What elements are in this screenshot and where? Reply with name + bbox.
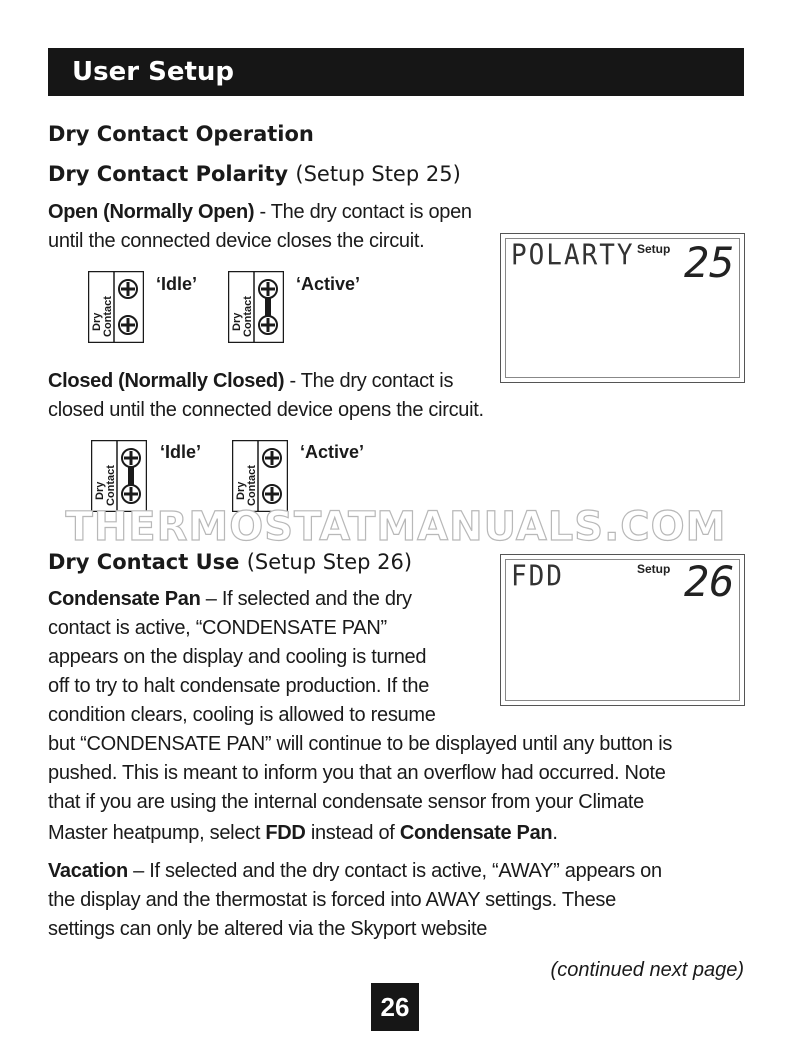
contact-label-contact: Contact <box>105 465 117 506</box>
dry-contact-closed-idle-icon <box>91 440 147 512</box>
idle-label-1: ‘Idle’ <box>156 274 198 294</box>
condensate-term: Condensate Pan <box>48 588 201 610</box>
section-heading: Dry Contact Operation <box>48 122 314 146</box>
contact-label-dry: Dry <box>91 312 103 331</box>
closed-paragraph <box>48 367 484 425</box>
vacation-line-3: settings can only be altered via the Skyport website <box>48 918 488 940</box>
continued-note: (continued next page) <box>550 959 744 981</box>
idle-label-2: ‘Idle’ <box>160 442 202 462</box>
vacation-term: Vacation <box>48 860 128 882</box>
closed-text-2: closed until the connected device opens the circuit. <box>48 399 484 421</box>
open-text-1: - The dry contact is open <box>254 201 472 223</box>
dry-contact-open-idle-icon <box>88 271 144 343</box>
condensate-line-6: pushed. This is meant to inform you that an overflow had occurred. Note <box>48 762 666 784</box>
dry-contact-diagram-open-active <box>228 271 284 348</box>
contact-label-dry: Dry <box>94 481 106 500</box>
closed-term: Closed (Normally Closed) <box>48 370 285 392</box>
vacation-paragraph <box>48 857 662 944</box>
lcd-step-number: 26 <box>684 557 735 606</box>
condensate-line-1: contact is active, “CONDENSATE PAN” <box>48 617 387 639</box>
vacation-line-1: – If selected and the dry contact is active, “AWAY” appears on <box>127 860 662 882</box>
lcd-display-polarity <box>500 233 745 383</box>
condensate-pan-term: Condensate Pan <box>399 822 553 844</box>
open-term: Open (Normally Open) <box>48 201 255 223</box>
header-bar <box>48 48 744 96</box>
active-label-1: ‘Active’ <box>296 274 361 294</box>
contact-label-contact: Contact <box>242 296 254 337</box>
lcd-setup-label: Setup <box>637 562 671 576</box>
fdd-term: FDD <box>265 822 306 844</box>
open-text-2: until the connected device closes the circuit. <box>48 230 425 252</box>
watermark: THERMOSTATMANUALS.COM <box>65 504 727 550</box>
condensate-last-mid: instead of <box>305 822 400 844</box>
lcd-setup-label: Setup <box>637 242 671 256</box>
use-step: (Setup Step 26) <box>246 550 413 574</box>
condensate-line-2: appears on the display and cooling is turned <box>48 646 427 668</box>
polarity-step: (Setup Step 25) <box>295 162 461 186</box>
dry-contact-open-active-icon <box>228 271 284 343</box>
page-title: User Setup <box>72 57 235 87</box>
contact-label-contact: Contact <box>102 296 114 337</box>
condensate-last-end: . <box>552 822 558 844</box>
condensate-line-3: off to try to halt condensate production. If the <box>48 675 430 697</box>
dry-contact-diagram-open-idle <box>88 271 144 348</box>
condensate-line-7: that if you are using the internal condensate sensor from your Climate <box>48 791 644 813</box>
condensate-line-4: condition clears, cooling is allowed to resume <box>48 704 436 726</box>
active-label-2: ‘Active’ <box>300 442 365 462</box>
use-heading <box>48 549 412 575</box>
dry-contact-closed-active-icon <box>232 440 288 512</box>
lcd-step-number: 25 <box>684 238 735 287</box>
page-number: 26 <box>371 983 419 1031</box>
contact-label-contact: Contact <box>246 465 258 506</box>
condensate-paragraph <box>48 585 672 848</box>
polarity-heading <box>48 161 461 187</box>
condensate-last-pre: Master heatpump, select <box>48 822 266 844</box>
contact-label-dry: Dry <box>231 312 243 331</box>
closed-text-1: - The dry contact is <box>284 370 454 392</box>
vacation-line-2: the display and the thermostat is forced into AWAY settings. These <box>48 889 616 911</box>
lcd-word: POLARTY <box>511 239 635 272</box>
condensate-line-0: – If selected and the dry <box>200 588 412 610</box>
open-paragraph <box>48 198 472 256</box>
condensate-line-5: but “CONDENSATE PAN” will continue to be displayed until any button is <box>48 733 673 755</box>
polarity-heading-text: Dry Contact Polarity <box>48 162 289 186</box>
use-heading-text: Dry Contact Use <box>48 550 240 574</box>
lcd-word: FDD <box>511 560 564 593</box>
contact-label-dry: Dry <box>235 481 247 500</box>
